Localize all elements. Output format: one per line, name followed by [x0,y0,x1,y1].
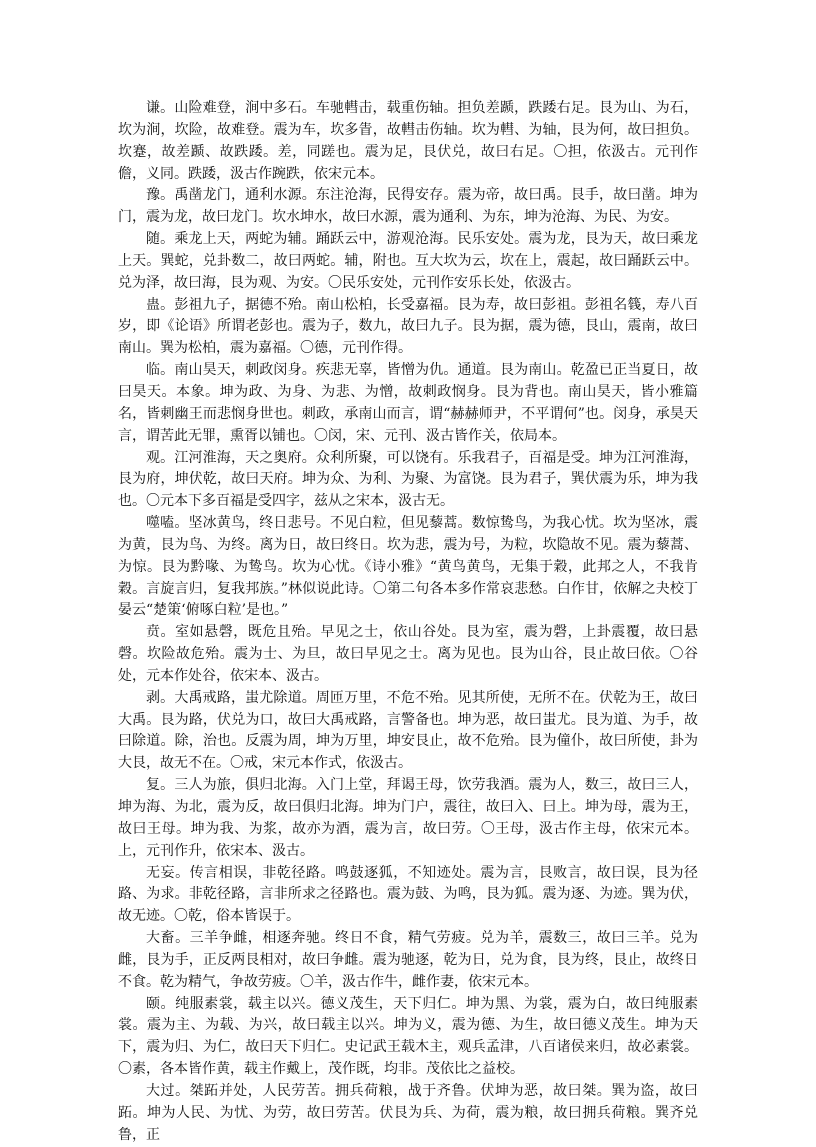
paragraph-daguo: 大过。桀跖并处，人民劳苦。拥兵荷粮，战于齐鲁。伏坤为恶，故曰桀。巽为盗，故曰跖。坤为人民、为忧、为劳，故曰劳苦。伏艮为兵、为荷，震为粮，故曰拥兵荷粮。巽齐兑鲁，正 [118,1082,698,1143]
paragraph-fu: 复。三人为旅，俱归北海。入门上堂，拜谒王母，饮劳我酒。震为人，数三，故曰三人，坤为海、为北，震为反，故曰俱归北海。坤为门户，震往，故曰入、曰上。坤为母，震为王，故曰王母。坤为我、为浆，故亦为酒，震为言，故曰劳。〇王母，汲古作主母，依宋元本。上，元刊作升，依宋本、汲古。 [118,777,698,859]
paragraph-yi: 颐。纯服素裳，载主以兴。德义茂生，天下归仁。坤为黑、为裳，震为白，故曰纯服素裳。震为主、为载、为兴，故曰载主以兴。坤为义，震为德、为生，故曰德义茂生。坤为天下，震为归、为仁，故曰天下归仁。史记武王载木主，观兵孟津，八百诸侯来归，故必素裳。〇素，各本皆作黄，载主作戴上，茂作既，均非。茂依比之益校。 [118,995,698,1078]
paragraph-bo: 剥。大禹戒路，蚩尤除道。周匝万里，不危不殆。见其所使，无所不在。伏乾为王，故曰大禹。艮为路，伏兑为口，故曰大禹戒路，言警备也。坤为恶，故曰蚩尤。艮为道、为手，故曰除道。除，治也。反震为周，坤为万里，坤安艮止，故不危殆。艮为僮仆，故曰所使，卦为大艮，故无不在。〇戒，宋元本作式，依汲古。 [118,689,698,772]
paragraph-lin: 临。南山昊天，刺政闵身。疾悲无辜，皆憎为仇。通道。艮为南山。乾盈已正当夏日，故曰昊天。本象。坤为政、为身、为悲、为憎，故刺政悯身。艮为背也。南山昊天，皆小雅篇名，皆刺幽王而悲悯身世也。刺政，承南山而言，谓“赫赫师尹，不平谓何”也。闵身，承昊天言，谓苦此无罪，熏胥以铺也。〇闵，宋、元刊、汲古皆作关，依局本。 [118,362,698,444]
paragraph-daxu: 大畜。三羊争雌，相逐奔驰。终日不食，精气劳疲。兑为羊，震数三，故曰三羊。兑为雌，艮为手，正反两艮相对，故曰争雌。震为驰逐，乾为日，兑为食，艮为终，艮止，故终日不食。乾为精气，争故劳疲。〇羊，汲古作牛，雌作妻，依宋元本。 [118,930,698,990]
paragraph-guan: 观。江河淮海，天之奥府。众利所聚，可以饶有。乐我君子，百福是受。坤为江河淮海，艮为府，坤伏乾，故曰天府。坤为众、为利、为聚、为富饶。艮为君子，巽伏震为乐，坤为我也。〇元本下多百福是受四字，兹从之宋本，汲古无。 [118,449,698,510]
paragraph-wuwang: 无妄。传言相误，非乾径路。鸣鼓逐狐，不知迹处。震为言，艮败言，故曰误，艮为径路、为求。非乾径路，言非所求之径路也。震为鼓、为鸣，艮为狐。震为逐、为迹。巽为伏，故无迹。〇乾，俗本皆误于。 [118,864,698,925]
paragraph-sui: 随。乘龙上天，两蛇为辅。踊跃云中，游观沧海。民乐安处。震为龙，艮为天，故曰乘龙上天。巽蛇，兑卦数二，故曰两蛇。辅，附也。互大坎为云，坎在上，震起，故曰踊跃云中。兑为泽，故曰海，艮为观、为安。〇民乐安处，元刊作安乐长处，依汲古。 [118,231,698,291]
document-body [118,98,698,1147]
paragraph-bi: 贲。室如悬磬，既危且殆。早见之士，依山谷处。艮为室，震为磬，上卦震覆，故曰悬磬。坎险故危殆。震为士、为旦，故曰早见之士。离为见也。艮为山谷，艮止故曰依。〇谷处，元本作处谷，依宋本、汲古。 [118,624,698,684]
paragraph-gu: 蛊。彭祖九子，据德不殆。南山松柏，长受嘉福。艮为寿，故曰彭祖。彭祖名篯，寿八百岁，即《论语》所谓老彭也。震为子，数九，故曰九子。艮为据，震为德，艮山，震南，故曰南山。巽为松柏，震为嘉福。〇德，元刊作得。 [118,296,698,357]
paragraph-qian: 谦。山险难登，涧中多石。车驰轊击，载重伤轴。担负差踬，跌踒右足。艮为山、为石，坎为涧，坎险，故难登。震为车，坎多眚，故轊击伤轴。坎为轊、为轴，艮为何，故曰担负。坎蹇，故差踬、故跌踒。差，同蹉也。震为足，艮伏兑，故曰右足。〇担，依汲古。元刊作儋，义同。跌踒，汲古作踠跌，依宋元本。 [118,100,698,182]
paragraph-shihe: 噬嗑。坚冰黄鸟，终日悲号。不见白粒，但见藜蒿。数惊鸷鸟，为我心忧。坎为坚冰，震为黄，艮为鸟、为终。离为日，故曰终日。坎为悲，震为号，为粒，坎隐故不见。震为藜蒿、为惊。艮为黔喙、为鸷鸟。坎为心忧。《诗小雅》“黄鸟黄鸟，无集于穀，此邦之人，不我肯穀。言旋言归，复我邦族。”林似说此诗。〇第二句各本多作常哀悲愁。白作甘，依解之夬校丁晏云“楚策‘俯啄白粒’是也。” [118,515,698,619]
paragraph-yu: 豫。禹凿龙门，通利水源。东注沧海，民得安存。震为帝，故曰禹。艮手，故曰凿。坤为门，震为龙，故曰龙门。坎水坤水，故曰水源，震为通利、为东，坤为沧海、为民、为安。 [118,187,698,226]
